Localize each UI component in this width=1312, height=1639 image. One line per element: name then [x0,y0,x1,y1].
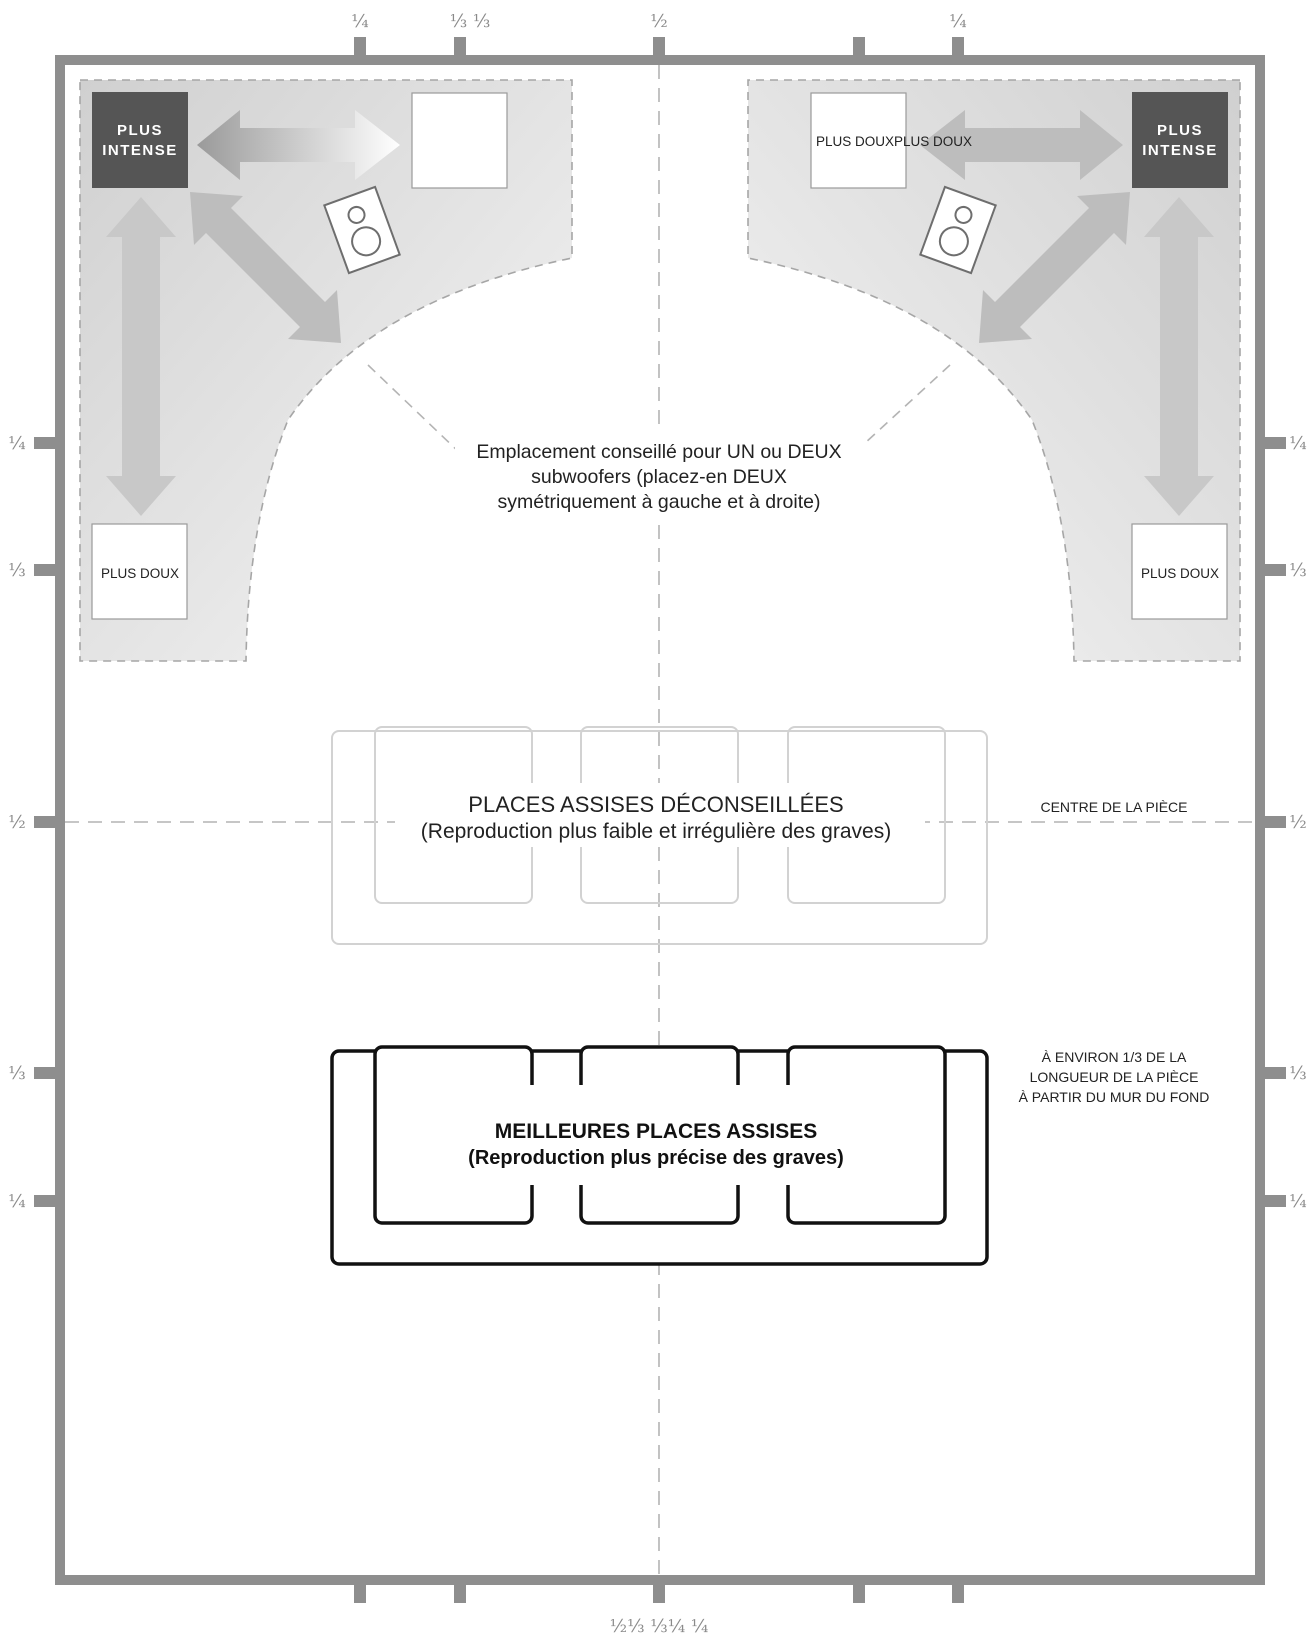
right-ticks [1265,437,1286,1207]
left-softer-label: PLUS DOUX [100,566,180,581]
left-intense-box [92,92,188,188]
right-intense-box [1132,92,1228,188]
top-tick-label-3: ½ [650,11,668,32]
bad-seats-title: PLACES ASSISES DÉCONSEILLÉES [468,792,844,817]
distance-note-line-3: À PARTIR DU MUR DU FOND [1018,1089,1210,1105]
room-center-label: CENTRE DE LA PIÈCE [1040,799,1188,815]
right-top-softer-label: PLUS DOUXPLUS DOUX [816,134,973,149]
right-intense-label-2: INTENSE [1142,142,1218,159]
left-intense-label-1: PLUS [116,122,164,139]
right-tick-label-2: ⅓ [1289,560,1307,581]
placement-note-line-2: subwoofers (placez-en DEUX [531,466,787,488]
left-tick-label-5: ¼ [8,1191,26,1212]
right-intense-label-1: PLUS [1156,122,1204,139]
top-tick-label-4: ¼ [949,11,967,32]
placement-note-line-1: Emplacement conseillé pour UN ou DEUX [476,441,842,463]
left-tick-label-3: ½ [8,812,26,833]
left-tick-label-1: ¼ [8,433,26,454]
left-tick-label-2: ⅓ [8,560,26,581]
left-top-softer-box [412,93,507,188]
left-intense-label-2: INTENSE [102,142,178,159]
best-seats-subtitle: (Reproduction plus précise des graves) [468,1147,844,1169]
left-tick-label-4: ⅓ [8,1063,26,1084]
top-tick-label-2: ⅓ ⅓ [449,11,491,32]
bottom-tick-labels: ½⅓ ⅓¼ ¼ [609,1616,709,1637]
right-tick-label-4: ⅓ [1289,1063,1307,1084]
best-seats-title: MEILLEURES PLACES ASSISES [494,1120,818,1143]
placement-note-line-3: symétriquement à gauche et à droite) [497,491,821,513]
distance-note-line-2: LONGUEUR DE LA PIÈCE [1029,1069,1199,1085]
right-tick-label-3: ½ [1289,812,1307,833]
left-ticks [34,437,55,1207]
bad-seats-subtitle: (Reproduction plus faible et irrégulière des graves) [420,820,892,843]
top-tick-label-1: ¼ [351,11,369,32]
right-softer-label: PLUS DOUX [1140,566,1220,581]
right-tick-label-1: ¼ [1289,433,1307,454]
distance-note-line-1: À ENVIRON 1/3 DE LA [1041,1049,1187,1065]
right-tick-label-5: ¼ [1289,1191,1307,1212]
